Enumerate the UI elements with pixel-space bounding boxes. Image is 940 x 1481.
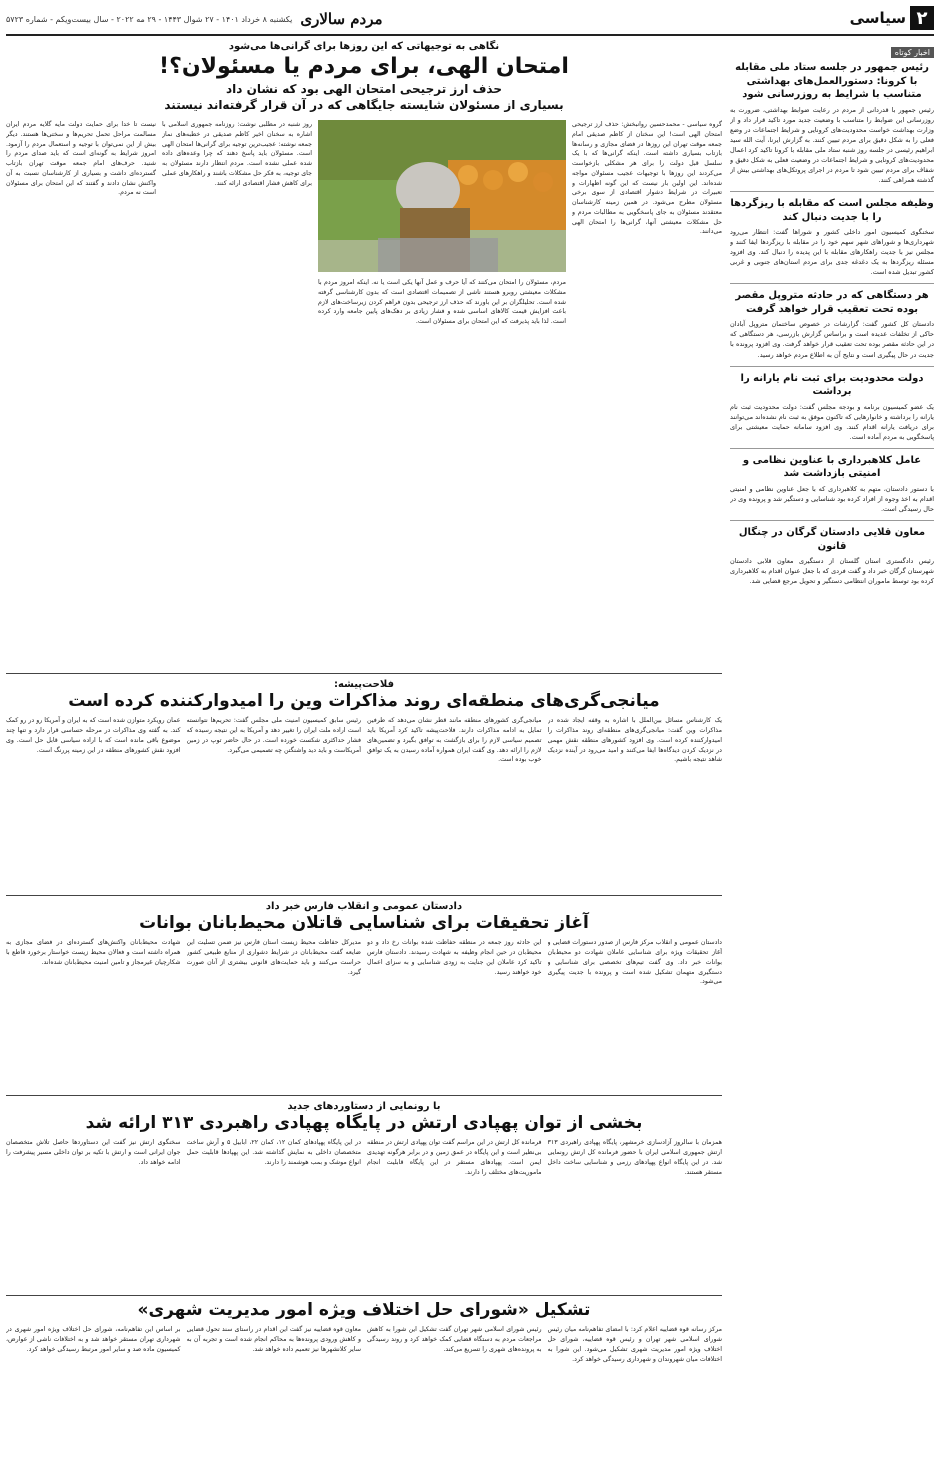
brief-body: دادستان کل کشور گفت: گزارشات در خصوص ساختمان متروپل آبادان حاکی از تخلفات عدیده است و براساس گزارش بازرسی، هر دستگاهی که در این حادثه مقصر بوده تحت تعقیب قرار خواهد گرفت. وی افزود پرونده با جدیت در حال پیگیری است و نتایج آن به اطلاع مردم خواهد رسید. — [730, 320, 934, 359]
lead-subhead: بسیاری از مسئولان شایسته جایگاهی که در آن قرار گرفته‌اند نیستند — [164, 98, 564, 113]
divider — [730, 366, 934, 367]
story-drone-base — [6, 1096, 722, 1296]
brief-headline: وظیفه مجلس است که مقابله با ریزگردها را با جدیت دنبال کند — [730, 198, 934, 223]
lead-kicker: نگاهی به توجیهاتی که این روزها برای گرانی‌ها می‌شود — [228, 41, 500, 52]
brief-item — [730, 289, 934, 359]
masthead — [6, 6, 934, 36]
paper-info — [6, 10, 383, 28]
brief-body: با دستور دادستان، متهم به کلاهبرداری که با جعل عناوین نظامی و امنیتی اقدام به اخذ وجوه از افراد کرده بود شناسایی و دستگیر شد و پرونده وی در حال رسیدگی است. — [730, 484, 934, 513]
story-column: دادستان عمومی و انقلاب مرکز فارس از صدور دستورات قضایی و آغاز تحقیقات ویژه برای شناسایی عاملان شهادت دو محیط‌بان بوانات خبر داد. وی گفت تیم‌های تخصصی برای شناسایی و دستگیری متهمان تشکیل شده است و پرونده با جدیت پیگیری می‌شود. — [547, 939, 722, 986]
story-column: شهادت محیط‌بانان واکنش‌های گسترده‌ای در فضای مجازی به همراه داشته است و فعالان محیط زیست خواستار برخورد قاطع با شکارچیان غیرمجاز و تامین امنیت محیط‌بانان شده‌اند. — [6, 939, 181, 966]
issue-line: یکشنبه ۸ خرداد ۱۴۰۱ - ۲۷ شوال ۱۴۴۳ - ۲۹ مه ۲۰۲۲ - سال بیست‌ویکم - شماره ۵۷۲۳ — [6, 14, 293, 24]
story-headline: بخشی از توان پهپادی ارتش در پایگاه پهپادی راهبردی ۳۱۳ ارائه شد — [85, 1113, 643, 1133]
story-column: یک کارشناس مسائل بین‌الملل با اشاره به وقفه ایجاد شده در مذاکرات وین گفت: میانجی‌گری‌های منطقه‌ای روند مذاکرات را امیدوارکننده کرده است. وی افزود کشورهای منطقه نقش مهمی در نزدیک کردن دیدگاه‌ها ایفا می‌کنند و امید می‌رود در آینده نزدیک شاهد نتیجه باشیم. — [547, 717, 722, 764]
story-kicker: با رونمایی از دستاوردهای جدید — [287, 1101, 441, 1112]
brief-body: یک عضو کمیسیون برنامه و بودجه مجلس گفت: دولت محدودیت ثبت نام یارانه را برداشته و خانوارهایی که تاکنون موفق به ثبت نام نشده‌اند می‌توانند برای دریافت یارانه اقدام کنند. وی افزود سامانه حمایت معیشتی برای پاسخگویی به مردم آماده است. — [730, 402, 934, 441]
brief-headline: عامل کلاهبرداری با عناوین نظامی و امنیتی بازداشت شد — [742, 454, 922, 480]
lead-column: مردم، مسئولان را امتحان می‌کنند که آیا حرف و عمل آنها یکی است یا نه. اینکه امروز مردم با مشکلات معیشتی روبرو هستند ناشی از تصمیمات اقتصادی است که بدون کارشناسی گرفته شده است. تحلیلگران بر این باورند که حذف ارز ترجیحی بدون فراهم کردن زیرساخت‌های لازم باعث افزایش قیمت کالاهای اساسی شده و فشار زیادی بر دهک‌های پایین جامعه وارد کرده است. لذا باید پذیرفت که این امتحان برای مسئولان است. — [318, 279, 566, 326]
brief-headline: رئیس جمهور در جلسه ستاد ملی مقابله با کرونا: دستورالعمل‌های بهداشتی متناسب با شرایط به روزرسانی شود — [735, 62, 929, 100]
story-column: این حادثه روز جمعه در منطقه حفاظت شده بوانات رخ داد و دو محیط‌بان در حین انجام وظیفه به شهادت رسیدند. دادستان فارس تاکید کرد عاملان این جنایت به زودی شناسایی و به سزای اعمال خود خواهند رسید. — [367, 939, 542, 976]
paper-name: مردم سالاری — [300, 10, 383, 28]
lead-column: گروه سیاسی - محمدحسین روانبخش: حذف ارز ترجیحی امتحان الهی است! این سخنان از کاظم صدیقی امام جمعه موقت تهران این روزها در فضای مجازی و رسانه‌ها بازتاب بسیاری داشته است. اینکه گرانی‌ها که با یک سلسل قبل دولت را برای هر مشکلی بازخواست می‌کردند این روزها با توجیهات عجیب مسئولان مواجه شده‌اند. این اولین بار نیست که این گونه اظهارات و تعبیرات در شرایط دشوار اقتصادی از سوی برخی مسئولان مطرح می‌شود. در همین زمینه کارشناسان معتقدند مسئولان به جای پاسخگویی به مطالبات مردم و حل مشکلات معیشتی آنها، گرانی‌ها را امتحان الهی می‌دانند. — [572, 121, 722, 236]
story-headline: تشکیل «شورای حل اختلاف ویژه امور مدیریت شهری» — [137, 1300, 591, 1320]
story-urban-council — [6, 1296, 722, 1466]
lead-photo — [318, 120, 566, 272]
story-column: رئیس شورای اسلامی شهر تهران گفت تشکیل این شورا به کاهش مراجعات مردم به دستگاه قضایی کمک خواهد کرد و روند رسیدگی به پرونده‌های شهری را تسریع می‌کند. — [367, 1326, 542, 1353]
story-column: مدیرکل حفاظت محیط زیست استان فارس نیز ضمن تسلیت این ضایعه گفت محیط‌بانان در شرایط دشواری از منابع طبیعی کشور حراست می‌کنند و باید حمایت‌های قانونی بیشتری از آنان صورت گیرد. — [186, 939, 361, 976]
page-number: ۲ — [910, 6, 934, 30]
story-headline: آغاز تحقیقات برای شناسایی قاتلان محیط‌بانان بوانات — [139, 913, 589, 933]
story-headline: میانجی‌گری‌های منطقه‌ای روند مذاکرات وین را امیدوارکننده کرده است — [68, 691, 660, 711]
brief-item — [730, 372, 934, 442]
story-kicker: فلاحت‌پیشه: — [333, 679, 394, 690]
divider — [730, 191, 934, 192]
story-column: بر اساس این تفاهم‌نامه، شورای حل اختلاف ویژه امور شهری در شهرداری تهران مستقر خواهد شد و به اختلافات ناشی از عوارض، کمیسیون ماده صد و سایر امور مرتبط رسیدگی خواهد کرد. — [6, 1326, 181, 1353]
story-column: در این پایگاه پهپادهای کمان ۱۲، کمان ۲۲، ابابیل ۵ و آرش ساخت متخصصان داخلی به نمایش گذاشته شد. این پهپادها قابلیت حمل انواع موشک و بمب هوشمند را دارند. — [186, 1139, 361, 1166]
story-column: مرکز رسانه قوه قضاییه اعلام کرد: با امضای تفاهم‌نامه میان رئیس شورای اسلامی شهر تهران و رئیس قوه قضاییه، شورای حل اختلاف ویژه امور مدیریت شهری تشکیل می‌شود. این شورا به اختلافات میان شهروندان و شهرداری رسیدگی خواهد کرد. — [547, 1326, 722, 1363]
section-header — [850, 6, 934, 30]
divider — [730, 520, 934, 521]
brief-item — [730, 61, 934, 185]
lead-column: نیست تا خدا برای حمایت دولت مایه گلایه مردم ایران مسالمت مراحل تحمل تحریم‌ها و سختی‌ها هستند. دیگر بیش از این نمی‌توان با توجیه و استعمال مردم را آزمود. امروز شرایط به گونه‌ای است که باید صدای مردم را شنید. حرف‌های امام جمعه موقت تهران بازتاب گسترده‌ای داشت و بسیاری از کارشناسان نسبت به آن واکنش نشان دادند و گفتند که این امتحان برای مسئولان است نه مردم. — [6, 121, 156, 197]
story-column: سخنگوی ارتش نیز گفت این دستاوردها حاصل تلاش متخصصان جوان ایرانی است و ارتش با تکیه بر توان داخلی مسیر پیشرفت را ادامه خواهد داد. — [6, 1139, 181, 1166]
story-column: معاون قوه قضاییه نیز گفت این اقدام در راستای سند تحول قضایی و کاهش ورودی پرونده‌ها به محاکم انجام شده است و تجربه آن به سایر کلانشهرها نیز تعمیم داده خواهد شد. — [186, 1326, 361, 1353]
lead-subhead: حذف ارز ترجیحی امتحان الهی بود که نشان داد — [225, 81, 503, 96]
shopper-photo-illustration — [318, 120, 566, 272]
lead-story — [6, 40, 722, 674]
section-name: سیاسی — [849, 9, 906, 27]
lead-column: روز شنبه در مطلبی نوشت: روزنامه جمهوری اسلامی با اشاره به سخنان اخیر کاظم صدیقی در خطبه‌های نماز جمعه نوشته: عجیب‌ترین توجیه برای گرانی‌ها امتحان الهی است. مسئولان باید پاسخ دهند که چرا وعده‌های داده شده عملی نشده است. مردم انتظار دارند مسئولان به جای توجیه، به فکر حل مشکلات باشند و راهکارهای عملی برای کاهش فشار اقتصادی ارائه کنند. — [162, 121, 312, 187]
brief-headline: دولت محدودیت برای ثبت نام یارانه را برداشت — [740, 372, 924, 398]
brief-headline: هر دستگاهی که در حادثه متروپل مقصر بوده تحت تعقیب قرار خواهد گرفت — [735, 290, 929, 315]
story-vienna-talks — [6, 674, 722, 896]
story-rangers — [6, 896, 722, 1096]
news-brief-sidebar — [730, 40, 934, 1475]
brief-item — [730, 454, 934, 514]
story-column: رئیس سابق کمیسیون امنیت ملی مجلس گفت: تحریم‌ها نتوانسته است اراده ملت ایران را تغییر دهد و آمریکا به این نتیجه رسیده که فشار حداکثری شکست خورده است. در حال حاضر توپ در زمین آمریکاست و باید دید واشنگتن چه تصمیمی می‌گیرد. — [186, 717, 361, 754]
divider — [730, 283, 934, 284]
story-column: فرمانده کل ارتش در این مراسم گفت توان پهپادی ارتش در منطقه بی‌نظیر است و این پایگاه در عمق زمین و در برابر هرگونه تهدیدی ایمن است. پهپادهای مستقر در این پایگاه قابلیت انجام ماموریت‌های مختلف را دارند. — [367, 1139, 542, 1176]
brief-body: رئیس دادگستری استان گلستان از دستگیری معاون قلابی دادستان شهرستان گرگان خبر داد و گفت فردی که با جعل عنوان اقدام به کلاهبرداری کرده بود توسط ماموران انتظامی دستگیر و تحویل مرجع قضایی شد. — [730, 557, 934, 586]
story-column: عمان رویکرد متوازن شده است که به ایران و آمریکا رو در رو کمک کند. به گفته وی مذاکرات در مرحله حساسی قرار دارد و تنها چند موضوع باقی مانده است که با اراده سیاسی قابل حل است. وی افزود نقش کشورهای منطقه در این زمینه پررنگ است. — [6, 717, 181, 754]
brief-headline: معاون قلایی دادستان گرگان در چنگال قانون — [738, 527, 926, 552]
brief-body: سخنگوی کمیسیون امور داخلی کشور و شوراها گفت: انتظار می‌رود شهرداری‌ها و شوراهای شهر سهم خود را در مقابله با ریزگردها ایفا کنند و مجلس نیز با جدیت راهکارهای مقابله با این پدیده را دنبال کند. وی افزود مسئله ریزگردها به یک دغدغه جدی برای مردم استان‌های جنوبی و غربی کشور تبدیل شده است. — [730, 228, 934, 277]
main-content — [6, 40, 722, 1475]
story-kicker: دادستان عمومی و انقلاب فارس خبر داد — [265, 901, 463, 912]
story-column: میانجی‌گری کشورهای منطقه مانند قطر نشان می‌دهد که طرفین تمایل به ادامه مذاکرات دارند. فلاحت‌پیشه تاکید کرد آمریکا باید تصمیم سیاسی لازم را برای بازگشت به توافق بگیرد و تضمین‌های لازم را ارائه دهد. وی گفت ایران همواره آماده رسیدن به یک توافق خوب بوده است. — [367, 717, 542, 764]
story-column: همزمان با سالروز آزادسازی خرمشهر، پایگاه پهپادی راهبردی ۳۱۳ ارتش جمهوری اسلامی ایران با حضور فرمانده کل ارتش رونمایی شد. در این پایگاه انواع پهپادهای رزمی و شناسایی ساخت داخل مستقر هستند. — [547, 1139, 722, 1176]
brief-item — [730, 526, 934, 586]
brief-item — [730, 197, 934, 277]
sidebar-tag: اخبار کوتاه — [891, 47, 934, 58]
divider — [730, 448, 934, 449]
brief-body: رئیس جمهور با قدردانی از مردم در رعایت ضوابط بهداشتی، ضرورت به روزرسانی این ضوابط را متناسب با وضعیت جدید مورد تاکید قرار داد و از وزارت بهداشت خواست محدودیت‌های کرونایی و شرایط اجتماعات در وضع فعلی را به شکل دقیق برای مردم تبیین کنند. به گزارش ایرنا، آیت الله سید ابراهیم رئیسی در جلسه روز شنبه ستاد ملی مقابله با کرونا تاکید کرد اعمال محدودیت‌های کرونایی و شرایط اجتماعات در وضعیت فعلی به شکل دقیق و شفاف برای مردم تبیین شود تا مردم در اجرای پروتکل‌های بهداشتی بیش از گذشته همراهی کنند. — [730, 105, 934, 184]
lead-headline: امتحان الهی، برای مردم یا مسئولان؟! — [159, 54, 569, 79]
